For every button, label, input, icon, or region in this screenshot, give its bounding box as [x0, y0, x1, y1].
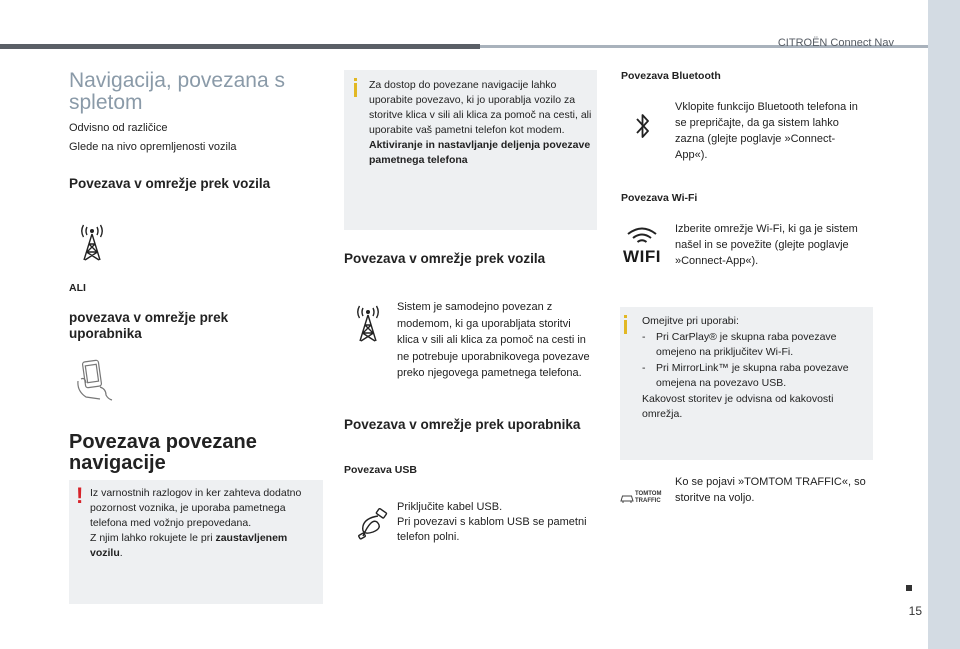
wifi-icon-label: WIFI [623, 247, 661, 266]
usb-cable-icon [355, 506, 391, 540]
info-box-limits [620, 307, 873, 460]
dash-mirrorlink: - [642, 361, 646, 374]
info-modem-text [369, 78, 593, 168]
warning-text [90, 486, 318, 561]
tomtom-icon-line-1: TOMTOM [635, 491, 662, 497]
wifi-text: Izberite omrežje Wi-Fi, ki ga je sistem našel in se povežite (glejte poglavje »Connect-App«). [675, 223, 858, 267]
warning-end: . [119, 547, 123, 559]
page-edge-band [928, 0, 960, 649]
antenna-tower-icon [74, 222, 110, 262]
warning-box [69, 480, 323, 604]
info-icon-2 [624, 315, 627, 334]
wifi-icon [620, 226, 664, 272]
car-traffic-icon [620, 492, 634, 504]
page-number: 15 [908, 604, 922, 618]
bluetooth-label: Povezava Bluetooth [621, 70, 721, 82]
wifi-label: Povezava Wi-Fi [621, 192, 698, 204]
page-title: Navigacija, povezana s spletom [69, 69, 285, 114]
continue-marker [906, 585, 912, 591]
heading-vehicle-connection-2: Povezava v omrežje prek vozila [344, 251, 546, 266]
heading-user-connection: povezava v omrežje prek uporabnika [69, 310, 229, 341]
header-brand: CITROËN Connect Nav [777, 37, 894, 49]
bluetooth-icon [633, 110, 653, 142]
usb-charging-note: Pri povezavi s kablom USB se pametni telefon polni. [397, 516, 587, 543]
antenna-tower-icon-2 [350, 303, 386, 343]
or-label: ALI [69, 282, 86, 294]
warning-emphasis: zaustavljenem vozilu [90, 532, 288, 559]
tomtom-icon-line-2: TRAFFIC [635, 498, 661, 504]
warning-sentence-1: Iz varnostnih razlogov in ker zahteva dodatno pozornost voznika, je uporaba pametnega telefona med vožnjo prepovedana. [90, 487, 302, 529]
limits-footer: Kakovost storitev je odvisna od kakovosti omrežja. [642, 392, 834, 420]
usb-instruction: Priključite kabel USB. [397, 501, 503, 513]
tomtom-text: Ko se pojavi »TOMTOM TRAFFIC«, so storitve na voljo. [675, 476, 866, 504]
heading-vehicle-connection: Povezava v omrežje prek vozila [69, 176, 271, 191]
info-box-modem [344, 70, 597, 230]
usb-text [397, 500, 595, 545]
warning-sentence-2: Z njim lahko rokujete le pri [90, 532, 216, 544]
limits-item-2-text: Pri MirrorLink™ je skupna raba povezave omejena na povezavo USB. [656, 361, 849, 389]
header-rule-dark [0, 44, 480, 49]
wifi-arcs-icon [626, 226, 658, 246]
tomtom-icon-text [635, 491, 661, 505]
dash-carplay: - [642, 330, 646, 343]
limits-text [642, 314, 866, 423]
limits-item-1-text: Pri CarPlay® je skupna raba povezave omejeno na priključitev Wi-Fi. [656, 330, 837, 358]
info-modem-sentence: Za dostop do povezane navigacije lahko uporabite povezavo, ki jo uporablja vozilo za storitve klica v sili ali klica za pomoč na cesti, ali uporabite vaš pametni telefon kot modem. [369, 79, 592, 136]
bluetooth-text: Vklopite funkcijo Bluetooth telefona in se prepričajte, da ga sistem lahko zazna (glejte poglavje »Connect-App«). [675, 101, 858, 161]
heading-user-connection-2: Povezava v omrežje prek uporabnika [344, 417, 581, 432]
heading-connected-navigation: Povezava povezane navigacije [69, 431, 257, 474]
usb-label: Povezava USB [344, 464, 417, 476]
equipment-note: Glede na nivo opremljenosti vozila [69, 141, 237, 153]
variant-note: Odvisno od različice [69, 122, 168, 134]
limits-item-carplay [642, 330, 866, 361]
warning-icon: ! [76, 483, 84, 508]
info-modem-link: Aktiviranje in nastavljanje deljenja povezave pametnega telefona [369, 139, 591, 166]
limits-title: Omejitve pri uporabi: [642, 315, 739, 327]
tomtom-traffic-icon [620, 490, 666, 510]
info-icon [354, 78, 357, 97]
vehicle-connection-text: Sistem je samodejno povezan z modemom, ki ga uporabljata storitvi klica v sili ali klica za pomoč na cesti in ne potrebuje uporabnikovega povezave preko njegovega pametnega telefona. [397, 301, 590, 379]
limits-item-mirrorlink [642, 361, 866, 392]
smartphone-hand-icon [72, 357, 118, 403]
